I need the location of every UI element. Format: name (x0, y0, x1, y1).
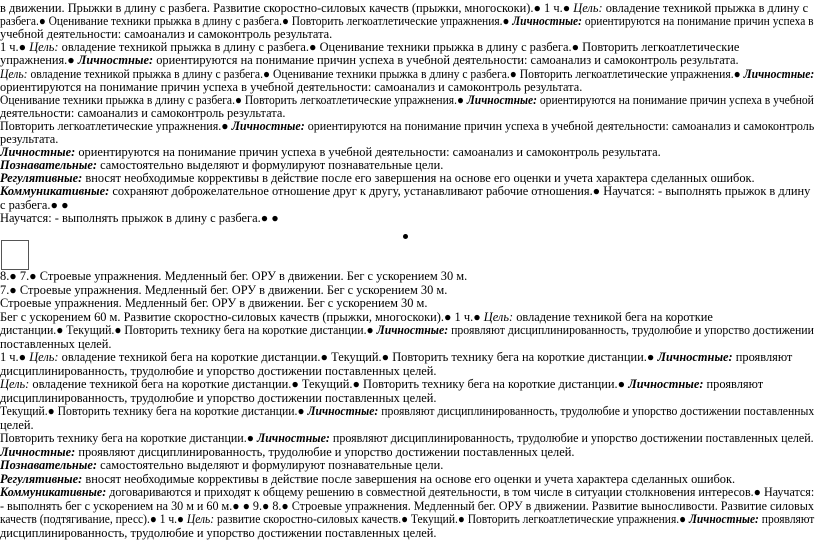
text-span: самостоятельно выделяют и формулируют познавательные цели. (97, 158, 444, 173)
text-span: ● 8. (262, 498, 282, 513)
text-span: ● Повторить технику бега на короткие дистанции. (47, 404, 298, 418)
text-span: упражнения. (0, 53, 68, 68)
label-italic: Цель: (573, 1, 603, 15)
label-bold-italic: Личностные: (376, 323, 449, 337)
text-span: сохраняют доброжелательное отношение друг к другу, устанавливают рабочие отношения. (109, 184, 593, 199)
text-span: ● Повторить технику бега на короткие дистанции. (381, 350, 647, 364)
text-line (0, 431, 814, 445)
text-span: проявляют (758, 512, 815, 526)
text-span: деятельности: самоанализ и самоконтроль результата. (0, 105, 286, 120)
text-span: ● (177, 512, 187, 526)
text-span: Текущий. (0, 404, 48, 418)
text-span: проявляют дисциплинированность, трудолюбие и упорство достижении поставленных (378, 404, 815, 418)
text-span: ● (297, 404, 308, 418)
text-line (0, 269, 467, 283)
text-span: ● Текущий. (401, 512, 458, 526)
text-line (0, 171, 755, 185)
text-span: Строевые упражнения. Медленный бег. ОРУ в движении. Бег с ускорением 30 м. (0, 296, 428, 310)
text-span: Оценивание техники прыжка в длину с разбега. (0, 92, 235, 107)
text-line (0, 391, 436, 405)
text-span: 8. (0, 269, 10, 283)
text-line (0, 184, 810, 198)
text-line (0, 418, 34, 432)
text-line (0, 364, 436, 378)
text-span: дисциплинированность, трудолюбие и упорство достижении поставленных целей. (0, 363, 437, 378)
text-span: Бег с ускорением 60 м. Развитие скоростно-силовых качеств (прыжки, многоскоки). (0, 309, 444, 324)
text-span: ориентируются на понимание причин успеха в (581, 14, 814, 29)
label-italic: Цель: (29, 350, 59, 364)
label-bold-italic: Коммуникативные: (0, 184, 110, 199)
text-span: ● Повторить легкоатлетические (571, 40, 740, 55)
label-italic: Цель: (0, 377, 30, 391)
text-span: ● Текущий. (56, 323, 115, 337)
text-span: ● Научатся: - выполнять прыжок в длину (592, 184, 811, 199)
text-span: проявляют дисциплинированность, трудолюбие и упорство достижении (448, 323, 814, 337)
text-span: овладение техникой прыжка в длину с разбега. (27, 66, 264, 81)
text-span: ● (646, 350, 658, 364)
text-line (0, 283, 447, 297)
text-line (0, 526, 436, 540)
text-span: дистанции. (0, 323, 57, 337)
text-span: ● Оценивание техники прыжка в длину с разбега. (309, 40, 572, 55)
text-span: ● Строевые упражнения. Медленный бег. ОРУ в движении. Бег с ускорением 30 м. (29, 269, 468, 283)
label-italic: Цель: (186, 512, 215, 526)
text-span: результата. (0, 132, 59, 146)
text-span: ● 1 ч. (533, 1, 563, 15)
text-span: ● 1 ч. (443, 309, 474, 324)
text-span: поставленных целей. (0, 336, 112, 351)
text-span: ● ● (260, 210, 279, 225)
label-italic: Цель: (29, 40, 59, 55)
text-line (0, 106, 285, 120)
text-span: ● Оценивание техники прыжка в длину с разбега. (38, 14, 282, 29)
text-span: 1 ч. (0, 350, 19, 364)
text-span: дисциплинированность, трудолюбие и упорство достижении поставленных целей. (0, 390, 437, 405)
text-line (0, 310, 713, 324)
text-span: ● ● (50, 197, 69, 212)
text-line (0, 499, 814, 513)
label-bold-italic: Коммуникативные: (0, 485, 107, 499)
text-span: ● (502, 14, 513, 29)
text-span: ● Повторить легкоатлетические упражнения. (509, 66, 734, 81)
text-span: ● Строевые упражнения. Медленный бег. ОРУ в движении. Развитие выносливости. Развитие силовых (281, 498, 814, 513)
text-span: ● Текущий. (291, 377, 353, 391)
label-italic: Цель: (0, 66, 28, 81)
text-line (0, 323, 814, 337)
label-bold-italic: Личностные: (689, 512, 759, 526)
label-bold-italic: Регулятивные: (0, 171, 83, 186)
text-span: ● (457, 92, 467, 107)
text-span: 1 ч. (0, 40, 19, 55)
text-span: овладение техникой бега на короткие (513, 309, 713, 324)
text-line (0, 40, 739, 54)
text-line (0, 1, 808, 15)
text-span: ● (473, 309, 484, 324)
text-line (0, 27, 332, 41)
text-span: ● Повторить легкоатлетические упражнения. (457, 512, 680, 526)
label-bold-italic: Личностные: (257, 431, 330, 445)
text-span: ● Повторить легкоатлетические упражнения. (234, 92, 458, 107)
text-line (0, 296, 427, 310)
text-line (0, 445, 574, 459)
text-span: ● (67, 53, 78, 68)
text-span: ● (562, 1, 574, 15)
label-bold-italic: Познавательные: (0, 458, 98, 472)
text-span: с разбега. (0, 197, 51, 212)
text-line (0, 512, 814, 526)
text-span: ● Повторить технику бега на короткие дистанции. (114, 323, 367, 337)
text-span: проявляют (732, 350, 793, 364)
text-line (0, 485, 814, 499)
label-bold-italic: Познавательные: (0, 158, 98, 173)
text-span: ориентируются на понимание причин успеха в учебной (537, 92, 814, 107)
text-span: ориентируются на понимание причин успеха в учебной деятельности: самоанализ и самоконтроль результата. (75, 145, 661, 160)
text-span: ● Повторить технику бега на короткие дистанции. (352, 377, 618, 391)
label-bold-italic: Регулятивные: (0, 471, 83, 486)
text-line (0, 145, 661, 159)
text-span: ● (733, 66, 744, 81)
text-line (0, 14, 814, 28)
text-line (0, 458, 443, 472)
text-span: ориентируются на понимание причин успеха в учебной деятельности: самоанализ и самоконтроль (304, 118, 815, 133)
label-italic: Цель: (483, 309, 514, 324)
text-span: вносят необходимые коррективы в действие после его завершения на основе его оценки и учета характера сделанных ошибок. (82, 171, 755, 186)
text-span: целей. (0, 417, 34, 432)
text-span: ● Текущий. (320, 350, 382, 364)
text-span: овладение техникой бега на короткие дистанции. (58, 350, 321, 364)
text-span: овладение техникой прыжка в длину с (602, 1, 809, 15)
text-span: Научатся: - выполнять прыжок в длину с разбега. (0, 210, 261, 225)
text-line (0, 350, 792, 364)
text-line (0, 132, 58, 146)
label-bold-italic: Личностные: (743, 66, 815, 81)
text-span: Повторить технику бега на короткие дистанции. (0, 431, 247, 445)
text-line (0, 67, 814, 81)
text-line (0, 472, 735, 486)
text-span: проявляют дисциплинированность, трудолюбие и упорство достижении поставленных целей. (75, 444, 575, 459)
text-span: в движении. Прыжки в длину с разбега. Развитие скоростно-силовых качеств (прыжки, многоскоки). (0, 1, 534, 15)
text-span: вносят необходимые коррективы в действие после завершения на основе его оценки и учета характера сделанных ошибок. (82, 471, 736, 486)
text-span: договариваются и приходят к общему решению в совместной деятельности, в том числе в ситуации столкновения интересов. (106, 485, 754, 499)
text-span: ● (18, 350, 30, 364)
bullet-dot (403, 234, 408, 239)
text-span: ● ● 9. (232, 498, 263, 513)
text-line (0, 211, 279, 225)
text-span: - выполнять бег с ускорением на 30 м и 60 м. (0, 498, 233, 513)
text-line (0, 80, 582, 94)
label-bold-italic: Личностные: (657, 350, 733, 364)
label-bold-italic: Личностные: (0, 444, 76, 459)
label-bold-italic: Личностные: (307, 404, 379, 418)
text-line (0, 93, 814, 107)
text-line (0, 377, 763, 391)
text-span: разбега. (0, 14, 39, 29)
text-line (0, 158, 443, 172)
text-span: 7. (0, 282, 10, 297)
label-bold-italic: Личностные: (0, 145, 76, 160)
text-line (0, 53, 739, 67)
text-span: ● (617, 377, 629, 391)
text-span: развитие скоростно-силовых качеств. (214, 512, 402, 526)
text-span: ● Оценивание техники прыжка в длину с разбега. (263, 66, 510, 81)
text-span: самостоятельно выделяют и формулируют познавательные цели. (97, 458, 444, 472)
text-line (0, 404, 814, 418)
text-span: качеств (подтягивание, пресс). (0, 512, 150, 526)
text-line (0, 198, 69, 212)
text-span: дисциплинированность, трудолюбие и упорство достижении поставленных целей. (0, 525, 437, 540)
label-bold-italic: Личностные: (77, 53, 154, 68)
text-span: ● (18, 40, 30, 55)
text-span: ● (246, 431, 258, 445)
text-span: проявляют дисциплинированность, трудолюбие и упорство достижении поставленных целей. (329, 431, 814, 445)
text-line (0, 337, 112, 351)
text-span: ориентируются на понимание причин успеха в учебной деятельности: самоанализ и самоконтроль результата. (0, 79, 583, 94)
text-span: ориентируются на понимание причин успеха в учебной деятельности: самоанализ и самоконтроль результата. (153, 53, 739, 68)
label-bold-italic: Личностные: (512, 14, 582, 29)
text-span: овладение техникой бега на короткие дистанции. (29, 377, 292, 391)
text-line (0, 119, 814, 133)
text-span: ● 1 ч. (149, 512, 178, 526)
text-span: ● (366, 323, 377, 337)
text-span: Повторить легкоатлетические упражнения. (0, 118, 222, 133)
text-span: ● Повторить легкоатлетические упражнения. (281, 14, 503, 29)
text-span: ● 7. (9, 269, 30, 283)
text-span: овладение техникой прыжка в длину с разбега. (58, 40, 310, 55)
label-bold-italic: Личностные: (466, 92, 538, 107)
label-bold-italic: Личностные: (231, 118, 305, 133)
text-span: учебной деятельности: самоанализ и самоконтроль результата. (0, 27, 333, 42)
text-span: ● Научатся: (753, 485, 815, 499)
text-span: проявляют (703, 377, 764, 391)
text-span: ● (221, 118, 232, 133)
table-cell-border (1, 240, 29, 270)
text-span: ● Строевые упражнения. Медленный бег. ОРУ в движении. Бег с ускорением 30 м. (9, 282, 448, 297)
text-span: ● (679, 512, 690, 526)
label-bold-italic: Личностные: (628, 377, 704, 391)
